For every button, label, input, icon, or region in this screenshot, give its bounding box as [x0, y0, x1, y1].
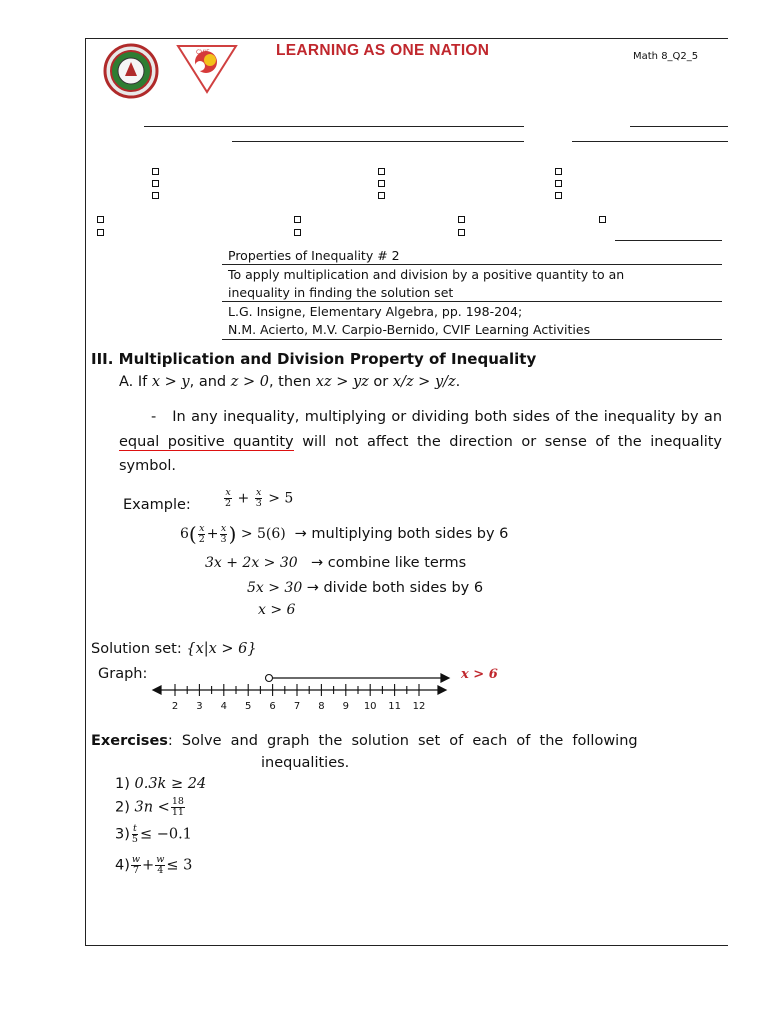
checkbox[interactable]	[378, 168, 385, 175]
tick-label: 9	[342, 701, 349, 712]
lesson-reference: L.G. Insigne, Elementary Algebra, pp. 198-204;	[228, 304, 523, 319]
blank-line	[232, 141, 524, 142]
property-statement: A. If x > y, and z > 0, then xz > yz or x/z > y/z.	[119, 374, 461, 390]
lesson-objective: To apply multiplication and division by a positive quantity to an	[228, 267, 625, 282]
checkbox[interactable]	[458, 216, 465, 223]
checkbox[interactable]	[152, 168, 159, 175]
exercise-3: 3) $\frac{t}{5}$ ≤ −0.1	[115, 823, 192, 845]
exercise-2: 2) 3n < $\frac{18}{11}$	[115, 796, 184, 818]
tick-label: 6	[269, 701, 276, 712]
lesson-title: Properties of Inequality # 2	[228, 248, 400, 263]
tick-label: 7	[293, 701, 301, 712]
school-seal-logo	[103, 43, 159, 99]
tick-label: 8	[318, 701, 325, 712]
solution-set: Solution set: {x|x > 6}	[91, 641, 257, 657]
table-rule	[222, 339, 722, 340]
exercise-1: 1) 0.3k ≥ 24	[115, 776, 207, 792]
section-heading: III. Multiplication and Division Property of Inequality	[91, 350, 537, 368]
checkbox[interactable]	[555, 168, 562, 175]
tick-label: 4	[220, 701, 227, 712]
tick-label: 3	[196, 701, 203, 712]
cvif-logo	[176, 42, 238, 94]
checkbox[interactable]	[152, 180, 159, 187]
blank-line	[572, 141, 728, 142]
example-step-1: 6( $\frac{x}{2}$ + $\frac{x}{3}$ ) > 5(6) → multiplying both sides by 6	[180, 522, 509, 546]
checkbox[interactable]	[294, 216, 301, 223]
lesson-objective: inequality in finding the solution set	[228, 285, 454, 300]
tick-label: 12	[412, 701, 426, 712]
example-step-3: 5x > 30 → divide both sides by 6	[247, 580, 484, 596]
exercises-instruction: Exercises: Solve and graph the solution set of each of the following	[91, 733, 638, 749]
checkbox[interactable]	[378, 180, 385, 187]
tick-label: 10	[363, 701, 377, 712]
open-circle	[266, 675, 273, 682]
exercise-4: 4) $\frac{w}{7}$ + $\frac{w}{4}$ ≤ 3	[115, 854, 193, 876]
checkbox[interactable]	[599, 216, 606, 223]
example-step-2: 3x + 2x > 30 → combine like terms	[205, 555, 467, 571]
graph-note: x > 6	[461, 667, 498, 682]
svg-text:CVIF: CVIF	[196, 49, 210, 56]
lesson-reference: N.M. Acierto, M.V. Carpio-Bernido, CVIF Learning Activities	[228, 322, 591, 337]
header-title: LEARNING AS ONE NATION	[276, 42, 490, 59]
checkbox[interactable]	[555, 192, 562, 199]
ray-arrow-icon	[441, 674, 449, 682]
number-line	[150, 668, 460, 704]
example-inequality: $\frac{x}{2}$ + $\frac{x}{3}$ > 5	[225, 487, 294, 509]
tick-label: 2	[171, 701, 179, 712]
checkbox[interactable]	[97, 216, 104, 223]
example-label: Example:	[123, 497, 191, 513]
checkbox[interactable]	[294, 229, 301, 236]
checkbox[interactable]	[458, 229, 465, 236]
table-rule	[222, 301, 722, 302]
right-arrow-icon	[438, 686, 446, 694]
module-code: Math 8_Q2_5	[633, 51, 699, 62]
checkbox[interactable]	[97, 229, 104, 236]
left-arrow-icon	[153, 686, 161, 694]
example-step-4: x > 6	[258, 602, 296, 618]
tick-label: 5	[245, 701, 252, 712]
checkbox[interactable]	[378, 192, 385, 199]
blank-line	[144, 126, 524, 127]
underlined-phrase: equal positive quantity	[119, 433, 294, 450]
property-explanation: - In any inequality, multiplying or dividing both sides of the inequality by an equal positive quantity will not affect the direction or sense of the inequality symbol.	[119, 409, 723, 474]
checkbox[interactable]	[152, 192, 159, 199]
blank-line	[630, 126, 728, 127]
exercises-instruction-cont: inequalities.	[261, 755, 350, 771]
blank-line	[615, 240, 722, 241]
graph-label: Graph:	[98, 666, 148, 682]
table-rule	[222, 264, 722, 265]
checkbox[interactable]	[555, 180, 562, 187]
tick-label: 11	[388, 701, 401, 712]
